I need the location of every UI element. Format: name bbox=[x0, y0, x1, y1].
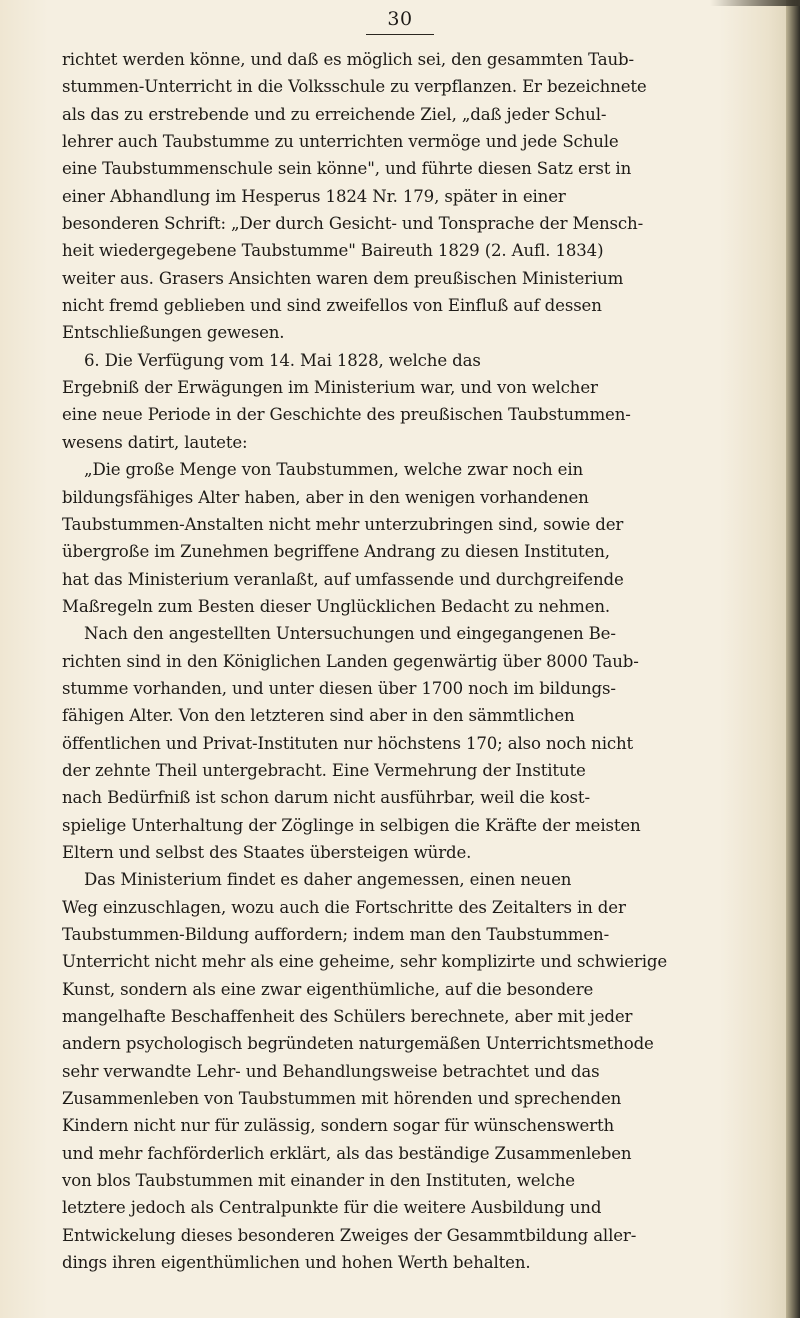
text-line: nach Bedürfniß ist schon darum nicht ausführbar, weil die kost- bbox=[62, 788, 590, 808]
text-line: übergroße im Zunehmen begriffene Andrang zu diesen Instituten, bbox=[62, 542, 610, 562]
text-line: bildungsfähiges Alter haben, aber in den wenigen vorhandenen bbox=[62, 487, 589, 507]
section-heading-line: 6. Die Verfügung vom 14. Mai 1828, welche das bbox=[84, 350, 481, 370]
text-line: Entwickelung dieses besonderen Zweiges der Gesammtbildung aller- bbox=[62, 1225, 637, 1245]
text-line: Nach den angestellten Untersuchungen und eingegangenen Be- bbox=[84, 624, 616, 644]
page-binding-edge bbox=[786, 0, 800, 1318]
text-line: spielige Unterhaltung der Zöglinge in selbigen die Kräfte der meisten bbox=[62, 815, 641, 835]
text-line: weiter aus. Grasers Ansichten waren dem preußischen Ministerium bbox=[62, 268, 624, 288]
body-text bbox=[62, 46, 762, 1276]
text-line: eine neue Periode in der Geschichte des preußischen Taubstummen- bbox=[62, 405, 631, 425]
paragraph-1 bbox=[62, 46, 762, 347]
text-line: „Die große Menge von Taubstummen, welche zwar noch ein bbox=[84, 460, 584, 480]
text-line: stumme vorhanden, und unter diesen über 1700 noch im bildungs- bbox=[62, 678, 616, 698]
text-line: von blos Taubstummen mit einander in den Instituten, welche bbox=[62, 1171, 575, 1191]
paragraph-quote-2 bbox=[62, 620, 762, 866]
text-line: eine Taubstummenschule sein könne", und führte diesen Satz erst in bbox=[62, 159, 632, 179]
text-line: Eltern und selbst des Staates übersteigen würde. bbox=[62, 842, 472, 862]
text-line: hat das Ministerium veranlaßt, auf umfassende und durchgreifende bbox=[62, 569, 624, 589]
paragraph-quote-1 bbox=[62, 456, 762, 620]
text-line: mangelhafte Beschaffenheit des Schülers berechnete, aber mit jeder bbox=[62, 1007, 633, 1027]
text-line: und mehr fachförderlich erklärt, als das beständige Zusammenleben bbox=[62, 1143, 632, 1163]
text-line: sehr verwandte Lehr- und Behandlungsweise betrachtet und das bbox=[62, 1061, 600, 1081]
text-line: letztere jedoch als Centralpunkte für die weitere Ausbildung und bbox=[62, 1198, 602, 1218]
page-number-rule bbox=[366, 34, 434, 35]
text-line: richten sind in den Königlichen Landen gegenwärtig über 8000 Taub- bbox=[62, 651, 639, 671]
text-line: Kunst, sondern als eine zwar eigenthümliche, auf die besondere bbox=[62, 979, 594, 999]
text-line: andern psychologisch begründeten naturgemäßen Unterrichtsmethode bbox=[62, 1034, 654, 1054]
text-line: fähigen Alter. Von den letzteren sind aber in den sämmtlichen bbox=[62, 706, 575, 726]
page-corner-shadow bbox=[710, 0, 800, 6]
paragraph-section-6 bbox=[62, 347, 762, 456]
text-line: einer Abhandlung im Hesperus 1824 Nr. 179, später in einer bbox=[62, 186, 566, 206]
text-line: dings ihren eigenthümlichen und hohen Werth behalten. bbox=[62, 1253, 531, 1273]
text-line: lehrer auch Taubstumme zu unterrichten vermöge und jede Schule bbox=[62, 132, 619, 152]
text-line: Taubstummen-Bildung auffordern; indem man den Taubstummen- bbox=[62, 925, 610, 944]
text-line: öffentlichen und Privat-Instituten nur höchstens 170; also noch nicht bbox=[62, 733, 634, 753]
text-line: heit wiedergegebene Taubstumme" Baireuth 1829 (2. Aufl. 1834) bbox=[62, 241, 604, 261]
text-line: als das zu erstrebende und zu erreichende Ziel, „daß jeder Schul- bbox=[62, 104, 607, 124]
text-line: Taubstummen-Anstalten nicht mehr unterzubringen sind, sowie der bbox=[62, 514, 624, 534]
text-line: Kindern nicht nur für zulässig, sondern sogar für wünschenswerth bbox=[62, 1116, 615, 1136]
page-number: 30 bbox=[387, 8, 413, 30]
text-line: Entschließungen gewesen. bbox=[62, 323, 285, 343]
text-line: Das Ministerium findet es daher angemessen, einen neuen bbox=[84, 870, 572, 890]
text-line: Maßregeln zum Besten dieser Unglücklichen Bedacht zu nehmen. bbox=[62, 596, 611, 616]
text-line: Weg einzuschlagen, wozu auch die Fortschritte des Zeitalters in der bbox=[62, 897, 626, 917]
text-line: der zehnte Theil untergebracht. Eine Vermehrung der Institute bbox=[62, 760, 586, 780]
text-line: Unterricht nicht mehr als eine geheime, sehr komplizirte und schwierige bbox=[62, 952, 668, 972]
text-line: nicht fremd geblieben und sind zweifellos von Einfluß auf dessen bbox=[62, 296, 602, 316]
text-line: Zusammenleben von Taubstummen mit hörenden und sprechenden bbox=[62, 1089, 622, 1109]
text-line: stummen-Unterricht in die Volksschule zu verpflanzen. Er bezeichnete bbox=[62, 77, 647, 97]
text-line: Ergebniß der Erwägungen im Ministerium war, und von welcher bbox=[62, 378, 598, 398]
text-line: richtet werden könne, und daß es möglich sei, den gesammten Taub- bbox=[62, 50, 634, 69]
paragraph-quote-3 bbox=[62, 866, 762, 1276]
text-line: wesens datirt, lautete: bbox=[62, 432, 248, 452]
text-line: besonderen Schrift: „Der durch Gesicht- und Tonsprache der Mensch- bbox=[62, 214, 644, 234]
